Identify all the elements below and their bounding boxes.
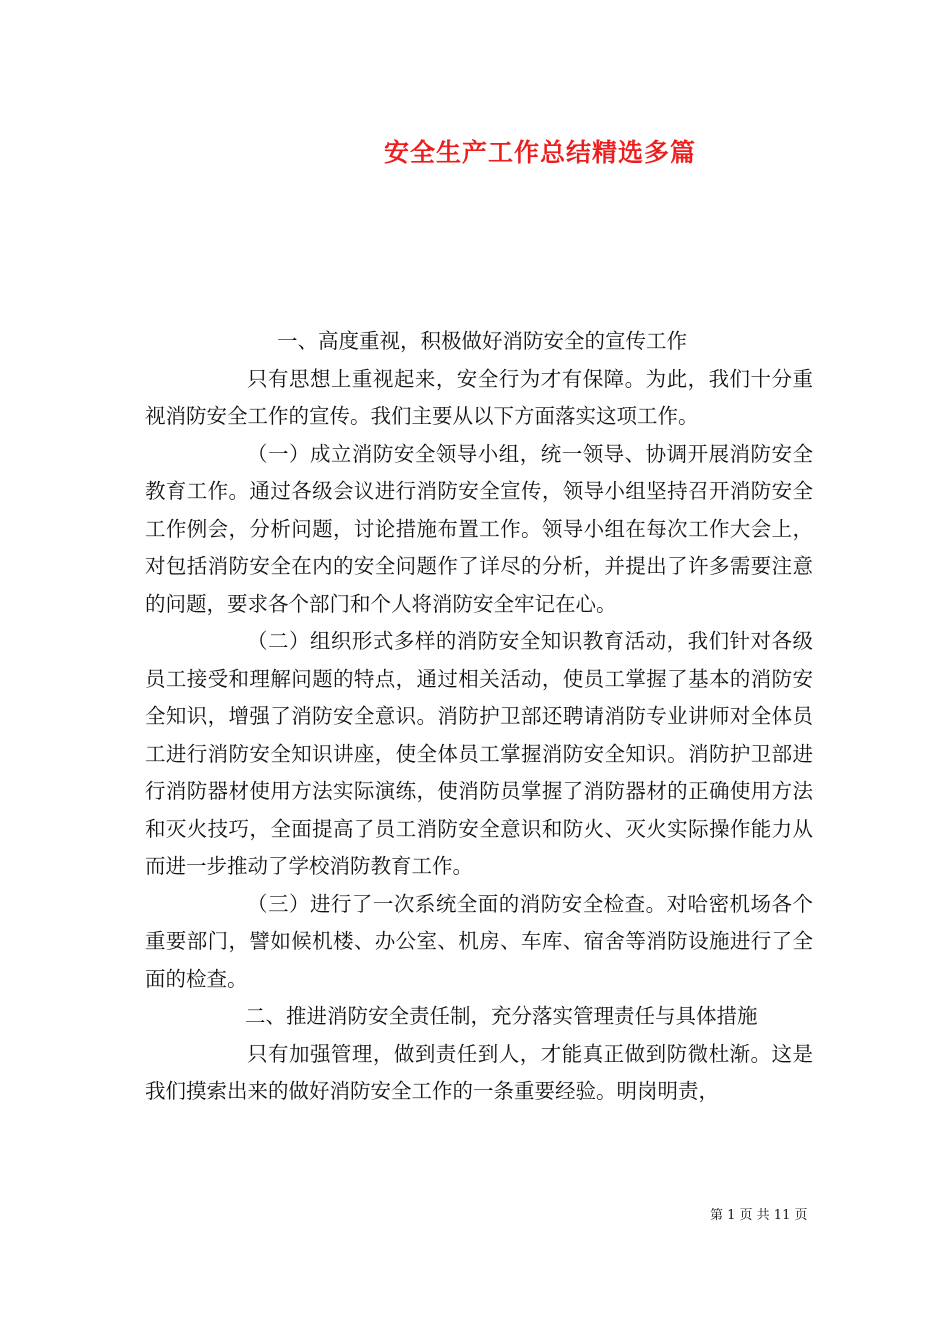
page-number: 第 1 页 共 11 页 bbox=[710, 1208, 808, 1223]
paragraph-5: 只有加强管理，做到责任到人，才能真正做到防微杜渐。这是我们摸索出来的做好消防安全工作的一条重要经验。明岗明责， bbox=[145, 1041, 813, 1103]
document-body bbox=[145, 323, 813, 1111]
paragraph-2: （一）成立消防安全领导小组，统一领导、协调开展消防安全教育工作。通过各级会议进行消防安全宣传，领导小组坚持召开消防安全工作例会，分析问题，讨论措施布置工作。领导小组在每次工作大会上，对包括消防安全在内的安全问题作了详尽的分析，并提出了许多需要注意的问题，要求各个部门和个人将消防安全牢记在心。 bbox=[145, 441, 813, 616]
paragraph-3: （二）组织形式多样的消防安全知识教育活动，我们针对各级员工接受和理解问题的特点，通过相关活动，使员工掌握了基本的消防安全知识，增强了消防安全意识。消防护卫部还聘请消防专业讲师对全体员工进行消防安全知识讲座，使全体员工掌握消防安全知识。消防护卫部进行消防器材使用方法实际演练，使消防员掌握了消防器材的正确使用方法和灭火技巧，全面提高了员工消防安全意识和防火、灭火实际操作能力从而进一步推动了学校消防教育工作。 bbox=[145, 629, 813, 878]
section-heading-1: 一、高度重视，积极做好消防安全的宣传工作 bbox=[277, 329, 687, 353]
paragraph-1: 只有思想上重视起来，安全行为才有保障。为此，我们十分重视消防安全工作的宣传。我们主要从以下方面落实这项工作。 bbox=[145, 366, 813, 428]
document-title: 安全生产工作总结精选多篇 bbox=[383, 138, 696, 167]
section-heading-2: 二、推进消防安全责任制，充分落实管理责任与具体措施 bbox=[245, 1004, 758, 1028]
paragraph-4: （三）进行了一次系统全面的消防安全检查。对哈密机场各个重要部门，譬如候机楼、办公室、机房、车库、宿舍等消防设施进行了全面的检查。 bbox=[145, 891, 813, 991]
